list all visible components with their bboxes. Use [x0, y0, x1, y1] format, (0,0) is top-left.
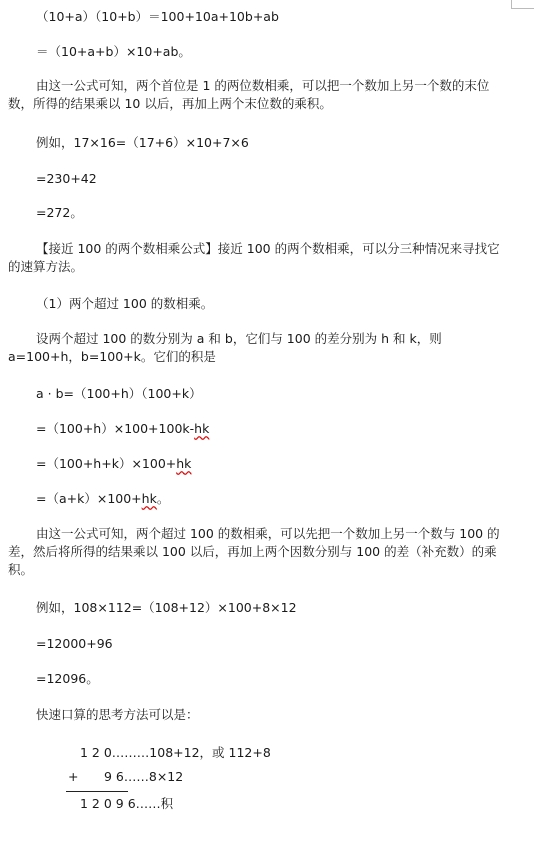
- calc-underline: [66, 791, 128, 792]
- paragraph-1: 由这一公式可知，两个首位是 1 的两位数相乘，可以把一个数加上另一个数的末位数，所得的结果乘以 10 以后，再加上两个末位数的乘积。: [8, 78, 490, 111]
- calc-row-2: 9 6……8×12: [104, 769, 184, 784]
- formula-step-3-end: 。: [156, 491, 170, 506]
- formula-ab: a · b=（100+h）（100+k）: [36, 386, 202, 401]
- paragraph-4: 由这一公式可知，两个超过 100 的数相乘，可以先把一个数加上另一个数与 100 的差，然后将所得的结果乘以 100 以后，再加上两个因数分别与 100 的差（补充数）的乘积。: [8, 526, 500, 577]
- formula-line-2: ＝（10+a+b）×10+ab。: [36, 44, 191, 59]
- formula-step-3-text: =（a+k）×100+: [36, 491, 142, 506]
- example-line-6: =12096。: [36, 671, 99, 686]
- example-line-3: =272。: [36, 205, 83, 220]
- formula-step-3: [36, 490, 169, 508]
- formula-step-2: [36, 455, 191, 473]
- example-line-5: =12000+96: [36, 636, 113, 651]
- formula-step-1-text: =（100+h）×100+100k-: [36, 421, 195, 436]
- calc-row-3: 1 2 0 9 6……积: [80, 796, 174, 811]
- paragraph-5: 快速口算的思考方法可以是：: [36, 707, 199, 722]
- formula-step-1: [36, 420, 209, 438]
- formula-step-2-text: =（100+h+k）×100+: [36, 456, 177, 471]
- example-line-4: 例如，108×112=（108+12）×100+8×12: [36, 600, 297, 615]
- page-corner-mark: [511, 0, 534, 9]
- calc-plus-sign: +: [68, 769, 79, 784]
- formula-line-1: （10+a）（10+b）＝100+10a+10b+ab: [36, 9, 279, 24]
- example-line-2: =230+42: [36, 171, 97, 186]
- spell-flagged-term: hk: [194, 421, 210, 436]
- example-line-1: 例如，17×16=（17+6）×10+7×6: [36, 135, 249, 150]
- case-heading: （1）两个超过 100 的数相乘。: [36, 296, 214, 311]
- paragraph-3: 设两个超过 100 的数分别为 a 和 b，它们与 100 的差分别为 h 和 k，则 a=100+h，b=100+k。它们的积是: [8, 331, 442, 364]
- spell-flagged-term: hk: [176, 456, 192, 471]
- spell-flagged-term: hk: [141, 491, 157, 506]
- paragraph-2: 【接近 100 的两个数相乘公式】接近 100 的两个数相乘，可以分三种情况来寻找它的速算方法。: [8, 241, 500, 274]
- calc-row-1: 1 2 0………108+12，或 112+8: [80, 745, 271, 760]
